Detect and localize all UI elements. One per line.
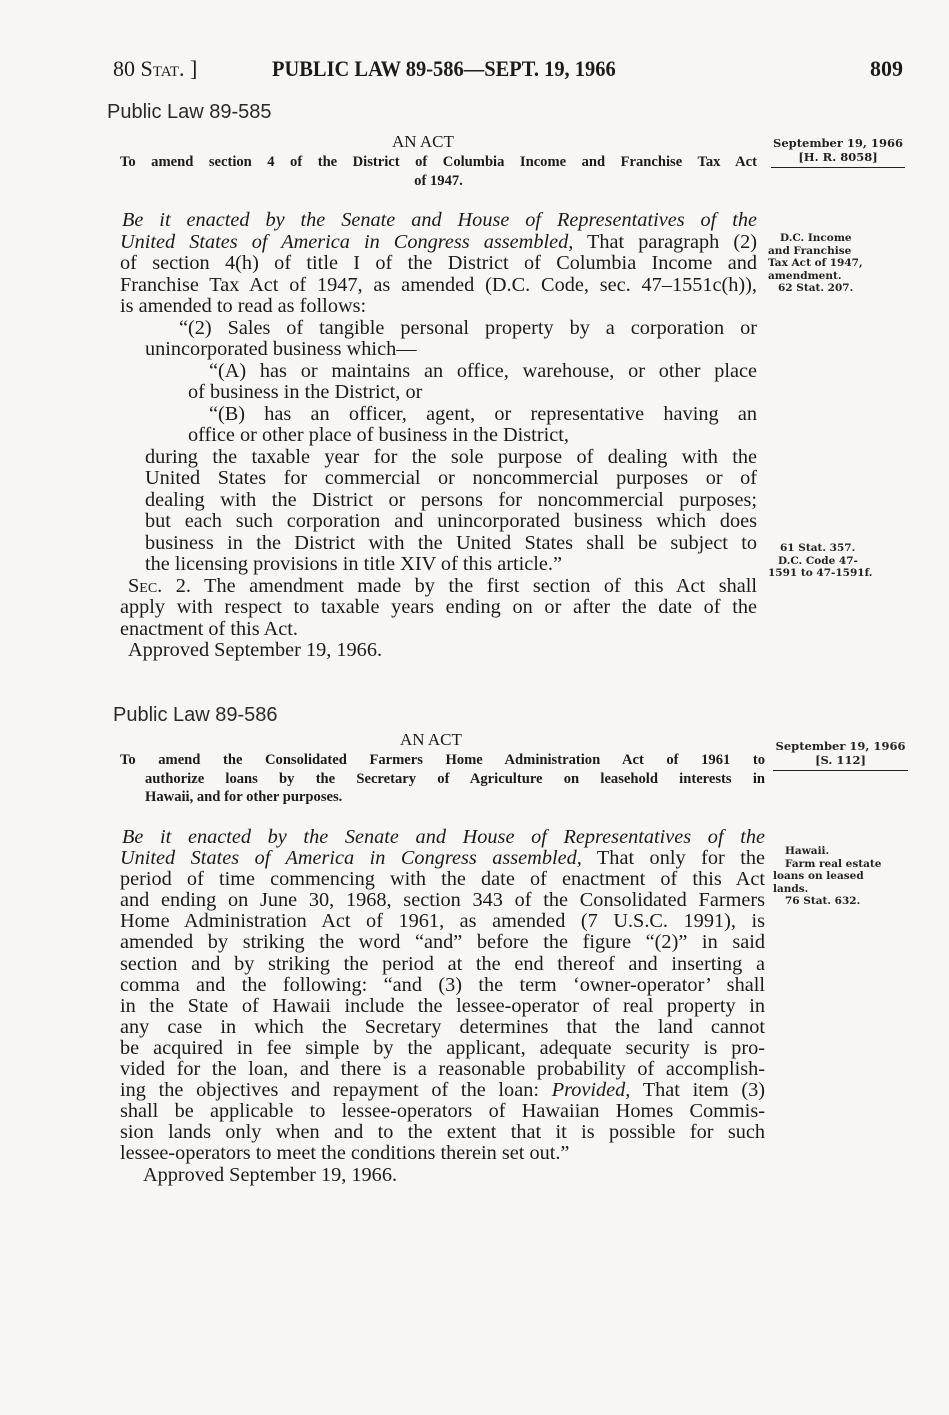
text-segment: during the taxable year for the sole purpose of dealing with the (145, 445, 757, 468)
law-text-body (120, 210, 757, 662)
text-line (120, 975, 765, 996)
bill-number: [H. R. 8058] (798, 150, 878, 164)
act-heading: AN ACT (392, 132, 454, 151)
text-segment: United States for commercial or noncommercial purposes or of (145, 467, 757, 489)
text-segment: “(2) Sales of tangible personal property by a corporation or (179, 316, 757, 339)
margin-note-line: 62 Stat. 207. (778, 282, 854, 294)
text-segment: and ending on June 30, 1968, section 343 of the Consolidated Farmers (120, 889, 765, 912)
bill-number: [S. 112] (815, 753, 866, 767)
text-line (120, 576, 757, 598)
text-segment: the licensing provisions in title XIV of this article.” (145, 553, 563, 575)
text-segment: Home Administration Act of 1961, as amended (7 U.S.C. 1991), is (120, 910, 765, 933)
text-line (120, 1017, 765, 1038)
text-segment: amended by striking the word “and” before the figure “(2)” in said (120, 931, 765, 954)
text-segment: be acquired in fee simple by the applicant, adequate security is pro- (120, 1036, 765, 1059)
text-segment: in the State of Hawaii include the lessee-operator of real property in (120, 994, 765, 1017)
enactment-sidenote (773, 739, 908, 771)
text-line (120, 275, 757, 297)
text-line (120, 1059, 765, 1080)
margin-note-line: D.C. Income (780, 232, 852, 244)
text-line (120, 932, 765, 953)
text-segment: “(A) has or maintains an office, warehouse, or other place (209, 359, 757, 382)
text-segment: dealing with the District or persons for noncommercial purposes; (145, 488, 757, 511)
text-line (120, 1165, 765, 1186)
margin-note-line: lands. (773, 882, 809, 895)
margin-note-line: 76 Stat. 632. (785, 895, 861, 907)
margin-note-line: 61 Stat. 357. (780, 542, 856, 554)
text-line (120, 404, 757, 426)
text-line (120, 490, 757, 512)
text-segment: sion lands only when and to the extent that it is possible for such (120, 1121, 765, 1144)
text-segment: but each such corporation and unincorporated business which does (145, 510, 757, 532)
law-text-body (120, 827, 765, 1186)
text-line (120, 554, 757, 576)
running-header-title: PUBLIC LAW 89-586—SEPT. 19, 1966 (272, 56, 616, 81)
text-line (120, 911, 765, 932)
text-line (120, 425, 757, 447)
text-segment: 2. The amendment made by the first section of this Act shall (162, 574, 757, 597)
text-segment: is amended to read as follows: (120, 295, 367, 317)
text-segment: of section 4(h) of title I of the District of Columbia Income and (120, 252, 757, 274)
margin-note-line: Tax Act of 1947, (768, 257, 863, 269)
text-line (120, 468, 757, 490)
text-segment: lessee-operators to meet the conditions therein set out.” (120, 1142, 570, 1165)
text-line (120, 996, 765, 1017)
public-law-label: Public Law 89-585 (107, 101, 272, 123)
paragraph (120, 640, 757, 662)
text-segment: That only for the (581, 847, 765, 870)
enactment-date: September 19, 1966 (773, 136, 903, 150)
page-number: 809 (870, 56, 903, 81)
enactment-sidenote (771, 136, 905, 168)
margin-note (768, 542, 872, 580)
text-segment: enactment of this Act. (120, 617, 298, 640)
text-line (120, 1143, 765, 1164)
text-line (120, 1101, 765, 1122)
act-title-line: To amend section 4 of the District of Columbia Income and Franchise Tax Act (120, 154, 757, 170)
margin-note-line: Farm real estate (785, 857, 882, 870)
text-line (120, 232, 757, 254)
text-segment: period of time commencing with the date of enactment of this Act (120, 868, 765, 891)
text-line (120, 869, 765, 890)
italic-text: United States of America in Congress assembled, (120, 847, 582, 870)
text-line (120, 339, 757, 361)
italic-text: Provided, (551, 1079, 631, 1102)
text-segment: That item (3) (630, 1079, 765, 1102)
text-segment: Approved September 19, 1966. (143, 1163, 398, 1186)
text-line (120, 253, 757, 275)
paragraph (120, 1165, 765, 1186)
paragraph (120, 361, 757, 404)
paragraph (120, 447, 757, 576)
act-title (120, 153, 757, 190)
text-segment: ing the objectives and repayment of the loan: (120, 1079, 552, 1102)
text-segment: unincorporated business which— (145, 338, 417, 360)
act-title-line: To amend the Consolidated Farmers Home Administration Act of 1961 to (120, 752, 765, 768)
text-segment: Sec. (128, 574, 163, 597)
act-title (120, 751, 765, 807)
text-line (120, 210, 757, 232)
running-header-left (113, 56, 197, 82)
margin-note (768, 232, 863, 295)
text-line (120, 533, 757, 555)
text-segment: Approved September 19, 1966. (128, 639, 383, 661)
margin-note-line: and Franchise (768, 244, 852, 257)
text-segment: vided for the loan, and there is a reasonable probability of accomplish- (120, 1058, 765, 1081)
act-title-line: Hawaii, and for other purposes. (145, 789, 343, 805)
paragraph (120, 827, 765, 1165)
margin-note-line: loans on leased (773, 870, 864, 882)
italic-text: Be it enacted by the Senate and House of Representatives of the (122, 826, 765, 848)
text-segment: Franchise Tax Act of 1947, as amended (D.C. Code, sec. 47–1551c(h)), (120, 273, 757, 296)
text-line (120, 1038, 765, 1059)
text-line (120, 382, 757, 404)
text-segment: apply with respect to taxable years ending on or after the date of the (120, 596, 757, 618)
margin-note-line: 1591 to 47-1591f. (768, 567, 873, 579)
text-line (120, 318, 757, 340)
act-title-line: authorize loans by the Secretary of Agriculture on leasehold interests in (145, 770, 765, 787)
text-line (120, 511, 757, 533)
text-line (120, 954, 765, 975)
stat-label: Stat. (140, 56, 185, 81)
paragraph (120, 318, 757, 361)
text-line (120, 890, 765, 911)
paragraph (120, 576, 757, 641)
italic-text: Be it enacted by the Senate and House of Representatives of the (122, 209, 757, 231)
margin-note (773, 845, 881, 908)
text-line (120, 619, 757, 641)
text-line (120, 640, 757, 662)
text-line (120, 1080, 765, 1101)
sidenote-rule (771, 167, 905, 168)
text-segment: office or other place of business in the District, (188, 424, 569, 446)
text-segment: That paragraph (2) (573, 230, 757, 253)
text-segment: section and by striking the period at the end thereof and inserting a (120, 952, 765, 975)
paragraph (120, 404, 757, 447)
text-segment: comma and the following: “and (3) the term ‘owner-operator’ shall (120, 973, 765, 996)
text-segment: shall be applicable to lessee-operators of Hawaiian Homes Commis- (120, 1100, 765, 1123)
margin-note-line: Hawaii. (785, 845, 830, 857)
text-segment: of business in the District, or (188, 381, 423, 403)
paragraph (120, 210, 757, 318)
text-segment: business in the District with the United States shall be subject to (145, 531, 757, 554)
volume-number: 80 (113, 56, 135, 81)
text-line (120, 848, 765, 869)
text-segment: “(B) has an officer, agent, or representative having an (209, 402, 757, 425)
act-title-line: of 1947. (414, 172, 463, 189)
sidenote-rule (773, 770, 908, 771)
italic-text: United States of America in Congress assembled, (120, 230, 574, 253)
text-line (120, 1122, 765, 1143)
margin-note-line: D.C. Code 47- (778, 554, 858, 567)
margin-note-line: amendment. (768, 269, 842, 282)
public-law-label: Public Law 89-586 (113, 704, 278, 726)
act-heading: AN ACT (400, 730, 462, 749)
text-line (120, 361, 757, 383)
text-segment: any case in which the Secretary determines that the land cannot (120, 1015, 765, 1038)
text-line (120, 447, 757, 469)
bracket: ] (190, 56, 198, 81)
text-line (120, 597, 757, 619)
text-line (120, 827, 765, 848)
enactment-date: September 19, 1966 (775, 739, 906, 753)
text-line (120, 296, 757, 318)
